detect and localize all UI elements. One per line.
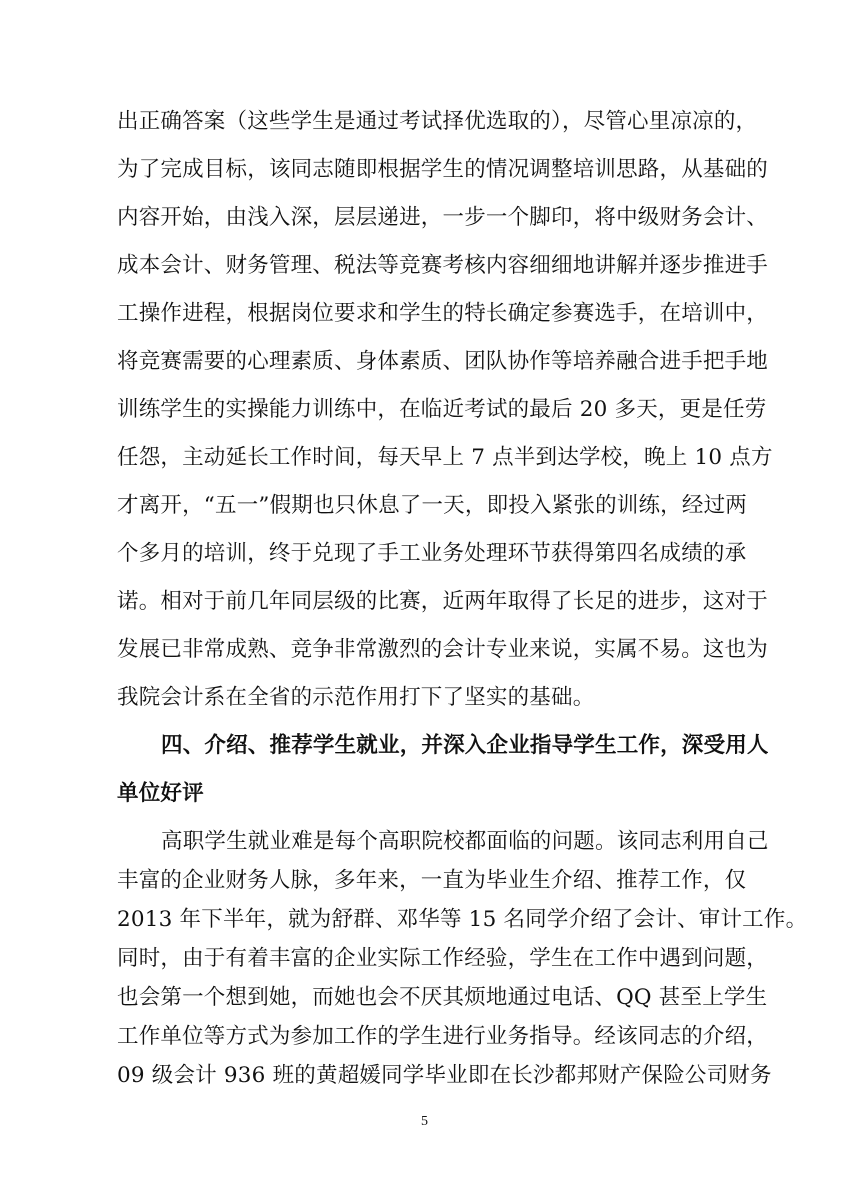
text-line: 也会第一个想到她，而她也会不厌其烦地通过电话、QQ 甚至上学生 — [117, 985, 768, 1010]
text-line: 我院会计系在全省的示范作用打下了坚实的基础。 — [117, 685, 595, 710]
text-line: 09 级会计 936 班的黄超媛同学毕业即在长沙都邦财产保险公司财务 — [117, 1063, 772, 1088]
text-line: 出正确答案（这些学生是通过考试择优选取的），尽管心里凉凉的， — [117, 109, 758, 134]
heading-line: 单位好评 — [117, 781, 204, 806]
text-line: 任怨，主动延长工作时间，每天早上 7 点半到达学校，晚上 10 点方 — [117, 445, 773, 470]
page-number: 5 — [421, 1114, 428, 1129]
text-line: 为了完成目标，该同志随即根据学生的情况调整培训思路，从基础的 — [117, 157, 769, 182]
text-line: 将竞赛需要的心理素质、身体素质、团队协作等培养融合进手把手地 — [117, 349, 769, 374]
heading-line: 四、介绍、推荐学生就业，并深入企业指导学生工作，深受用人 — [161, 733, 769, 758]
text-line: 成本会计、财务管理、税法等竞赛考核内容细细地讲解并逐步推进手 — [117, 253, 769, 278]
text-line: 训练学生的实操能力训练中，在临近考试的最后 20 多天，更是任劳 — [117, 397, 767, 422]
text-line: 个多月的培训，终于兑现了手工业务处理环节获得第四名成绩的承 — [117, 541, 747, 566]
text-line: 内容开始，由浅入深，层层递进，一步一个脚印，将中级财务会计、 — [117, 205, 769, 230]
text-line: 工作单位等方式为参加工作的学生进行业务指导。经该同志的介绍， — [117, 1024, 769, 1049]
text-line: 才离开，“五一”假期也只休息了一天，即投入紧张的训练，经过两 — [117, 493, 747, 518]
text-line: 发展已非常成熟、竞争非常激烈的会计专业来说，实属不易。这也为 — [117, 637, 769, 662]
text-line: 工操作进程，根据岗位要求和学生的特长确定参赛选手，在培训中， — [117, 301, 769, 326]
text-line: 2013 年下半年，就为舒群、邓华等 15 名同学介绍了会计、审计工作。 — [117, 907, 808, 932]
text-line: 同时，由于有着丰富的企业实际工作经验，学生在工作中遇到问题， — [117, 946, 769, 971]
text-line: 诺。相对于前几年同层级的比赛，近两年取得了长足的进步，这对于 — [117, 589, 769, 614]
text-line: 丰富的企业财务人脉，多年来，一直为毕业生介绍、推荐工作，仅 — [117, 868, 747, 893]
text-line: 高职学生就业难是每个高职院校都面临的问题。该同志利用自己 — [161, 829, 769, 854]
